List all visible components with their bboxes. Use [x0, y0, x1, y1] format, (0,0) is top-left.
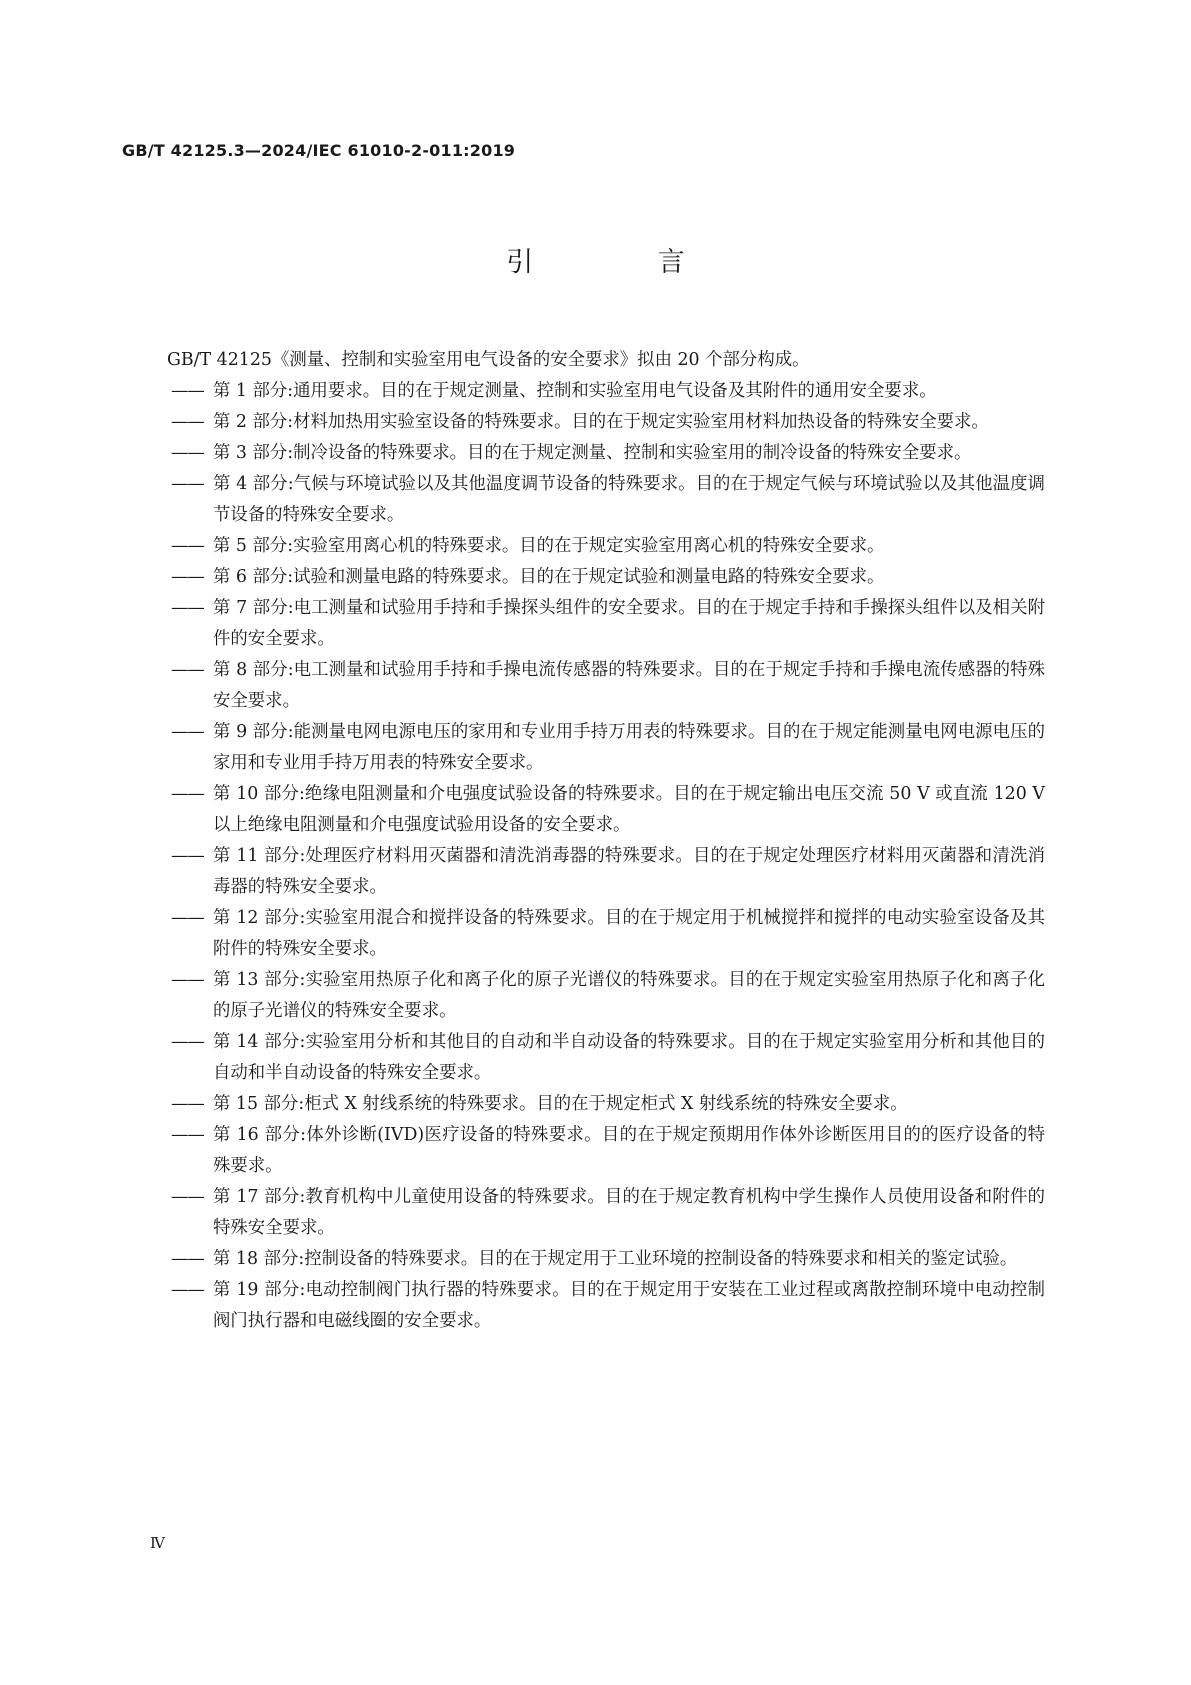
- em-dash: ——: [171, 908, 204, 928]
- list-item: [171, 1275, 1045, 1337]
- list-item: [171, 376, 1045, 407]
- list-item: [171, 562, 1045, 593]
- em-dash: ——: [171, 1249, 204, 1269]
- list-item: [171, 779, 1045, 841]
- list-item-text: 第 1 部分:通用要求。目的在于规定测量、控制和实验室用电气设备及其附件的通用安全要求。: [213, 381, 937, 401]
- em-dash: ——: [171, 1187, 204, 1207]
- list-item-text: 第 18 部分:控制设备的特殊要求。目的在于规定用于工业环境的控制设备的特殊要求和相关的鉴定试验。: [213, 1249, 1018, 1269]
- list-item: [171, 965, 1045, 1027]
- em-dash: ——: [171, 443, 204, 463]
- intro-paragraph: GB/T 42125《测量、控制和实验室用电气设备的安全要求》拟由 20 个部分构成。: [167, 350, 810, 370]
- list-item-text: 第 13 部分:实验室用热原子化和离子化的原子光谱仪的特殊要求。目的在于规定实验室用热原子化和离子化的原子光谱仪的特殊安全要求。: [213, 970, 1045, 1021]
- list-item-text: 第 14 部分:实验室用分析和其他目的自动和半自动设备的特殊要求。目的在于规定实验室用分析和其他目的自动和半自动设备的特殊安全要求。: [213, 1032, 1045, 1083]
- list-item-text: 第 15 部分:柜式 X 射线系统的特殊要求。目的在于规定柜式 X 射线系统的特殊安全要求。: [213, 1094, 908, 1114]
- list-item: [171, 841, 1045, 903]
- list-item-text: 第 17 部分:教育机构中儿童使用设备的特殊要求。目的在于规定教育机构中学生操作人员使用设备和附件的特殊安全要求。: [213, 1187, 1045, 1238]
- list-item-text: 第 10 部分:绝缘电阻测量和介电强度试验设备的特殊要求。目的在于规定输出电压交流 50 V 或直流 120 V 以上绝缘电阻测量和介电强度试验用设备的安全要求。: [213, 784, 1045, 835]
- list-item: [171, 593, 1045, 655]
- list-item-text: 第 9 部分:能测量电网电源电压的家用和专业用手持万用表的特殊要求。目的在于规定能测量电网电源电压的家用和专业用手持万用表的特殊安全要求。: [213, 722, 1045, 773]
- list-item-text: 第 12 部分:实验室用混合和搅拌设备的特殊要求。目的在于规定用于机械搅拌和搅拌的电动实验室设备及其附件的特殊安全要求。: [213, 908, 1045, 959]
- em-dash: ——: [171, 1280, 204, 1300]
- em-dash: ——: [171, 1032, 204, 1052]
- list-item-text: 第 7 部分:电工测量和试验用手持和手操探头组件的安全要求。目的在于规定手持和手操探头组件以及相关附件的安全要求。: [213, 598, 1045, 649]
- em-dash: ——: [171, 567, 204, 587]
- em-dash: ——: [171, 784, 204, 804]
- list-item: [171, 407, 1045, 438]
- list-item: [171, 438, 1045, 469]
- em-dash: ——: [171, 381, 204, 401]
- list-item: [171, 1120, 1045, 1182]
- document-header: GB/T 42125.3—2024/IEC 61010-2-011:2019: [122, 141, 516, 160]
- em-dash: ——: [171, 1094, 204, 1114]
- list-item: [171, 469, 1045, 531]
- em-dash: ——: [171, 474, 204, 494]
- list-item-text: 第 11 部分:处理医疗材料用灭菌器和清洗消毒器的特殊要求。目的在于规定处理医疗材料用灭菌器和清洗消毒器的特殊安全要求。: [213, 846, 1045, 897]
- em-dash: ——: [171, 536, 204, 556]
- em-dash: ——: [171, 970, 204, 990]
- list-item: [171, 1182, 1045, 1244]
- em-dash: ——: [171, 722, 204, 742]
- list-item-text: 第 8 部分:电工测量和试验用手持和手操电流传感器的特殊要求。目的在于规定手持和手操电流传感器的特殊安全要求。: [213, 660, 1045, 711]
- list-item-text: 第 2 部分:材料加热用实验室设备的特殊要求。目的在于规定实验室用材料加热设备的特殊安全要求。: [213, 412, 989, 432]
- list-item: [171, 903, 1045, 965]
- em-dash: ——: [171, 1125, 204, 1145]
- list-item-text: 第 3 部分:制冷设备的特殊要求。目的在于规定测量、控制和实验室用的制冷设备的特殊安全要求。: [213, 443, 972, 463]
- list-item: [171, 1027, 1045, 1089]
- em-dash: ——: [171, 412, 204, 432]
- page-number: Ⅳ: [150, 1534, 165, 1552]
- list-item-text: 第 5 部分:实验室用离心机的特殊要求。目的在于规定实验室用离心机的特殊安全要求。: [213, 536, 885, 556]
- list-item-text: 第 16 部分:体外诊断(IVD)医疗设备的特殊要求。目的在于规定预期用作体外诊断医用目的的医疗设备的特殊要求。: [213, 1125, 1045, 1176]
- list-item-text: 第 6 部分:试验和测量电路的特殊要求。目的在于规定试验和测量电路的特殊安全要求。: [213, 567, 885, 587]
- em-dash: ——: [171, 846, 204, 866]
- list-item-text: 第 19 部分:电动控制阀门执行器的特殊要求。目的在于规定用于安装在工业过程或离散控制环境中电动控制阀门执行器和电磁线圈的安全要求。: [213, 1280, 1045, 1331]
- list-item: [171, 1089, 1045, 1120]
- document-body: [167, 345, 1045, 1337]
- list-item: [171, 655, 1045, 717]
- list-item-text: 第 4 部分:气候与环境试验以及其他温度调节设备的特殊要求。目的在于规定气候与环境试验以及其他温度调节设备的特殊安全要求。: [213, 474, 1045, 525]
- list-item: [171, 531, 1045, 562]
- em-dash: ——: [171, 598, 204, 618]
- page-title: 引 言: [506, 247, 743, 278]
- list-item: [171, 717, 1045, 779]
- list-item: [171, 1244, 1045, 1275]
- em-dash: ——: [171, 660, 204, 680]
